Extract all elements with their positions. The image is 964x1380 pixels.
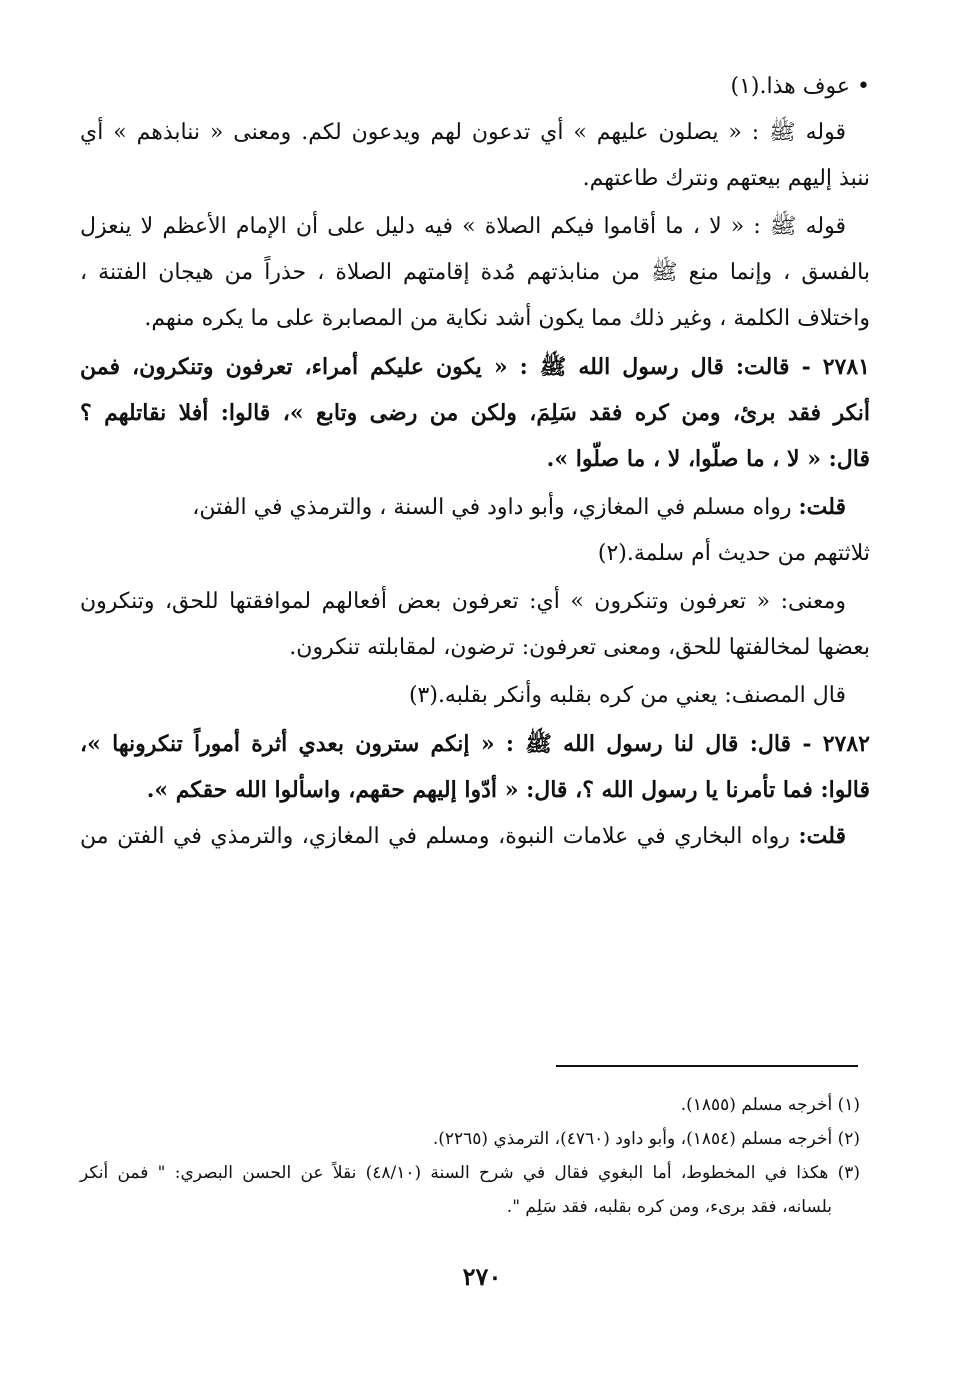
footnote-1: (١) أخرجه مسلم (١٨٥٥). xyxy=(680,1095,860,1115)
text-line: ننبذ إليهم بيعتهم ونترك طاعتهم. xyxy=(582,166,870,191)
hadith-line: ٢٧٨٢ - قال: قال لنا رسول الله ﷺ : « إنكم سترون بعدي أثرة أموراً تنكرونها »، xyxy=(80,731,870,757)
footnote-3-continued: بلسانه، فقد برىء، ومن كره بقلبه، فقد سَلِم ". xyxy=(506,1197,832,1217)
footnote-3: (٣) هكذا في المخطوط، أما البغوي فقال في شرح السنة (٤٨/١٠) نقلاً عن الحسن البصري: " فمن أنكر xyxy=(80,1163,860,1183)
text-line: قوله ﷺ : « لا ، ما أقاموا فيكم الصلاة » فيه دليل على أن الإمام الأعظم لا ينعزل xyxy=(80,214,846,239)
text-line: بعضها لمخالفتها للحق، ومعنى تعرفون: ترضون، لمقابلته تنكرون. xyxy=(289,635,870,660)
text-span: رواه مسلم في المغازي، وأبو داود في السنة ، والترمذي في الفتن، xyxy=(192,495,799,520)
hadith-line: أنكر فقد برئ، ومن كره فقد سَلِمَ، ولكن من رضى وتابع »، قالوا: أفلا نقاتلهم ؟ xyxy=(80,400,870,426)
qultu-label: قلت: xyxy=(798,823,846,849)
footnote-divider xyxy=(556,1065,858,1067)
page-number: ٢٧٠ xyxy=(462,1262,502,1291)
hadith-line: قالوا: فما تأمرنا يا رسول الله ؟، قال: « أدّوا إليهم حقهم، واسألوا الله حقكم ». xyxy=(146,777,870,803)
hadith-line: قال: « لا ، ما صلّوا، لا ، ما صلّوا ». xyxy=(546,446,870,472)
text-line: ثلاثتهم من حديث أم سلمة.(٢) xyxy=(597,541,870,566)
hadith-line: ٢٧٨١ - قالت: قال رسول الله ﷺ : « يكون عليكم أمراء، تعرفون وتنكرون، فمن xyxy=(80,354,870,380)
text-line xyxy=(80,819,870,854)
footnotes xyxy=(80,1086,860,1226)
text-line: واختلاف الكلمة ، وغير ذلك مما يكون أشد نكاية من المصابرة على ما يكره منهم. xyxy=(144,306,870,331)
text-line: ومعنى: « تعرفون وتنكرون » أي: تعرفون بعض أفعالهم لموافقتها للحق، وتنكرون xyxy=(80,589,846,614)
qultu-label: قلت: xyxy=(798,494,846,520)
footnote-2: (٢) أخرجه مسلم (١٨٥٤)، وأبو داود (٤٧٦٠)، الترمذي (٢٢٦٥). xyxy=(432,1129,860,1149)
main-text xyxy=(80,70,870,854)
text-line: بالفسق ، وإنما منع ﷺ من منابذتهم مُدة إقامتهم الصلاة ، حذراً من هيجان الفتنة ، xyxy=(80,260,870,285)
text-line xyxy=(80,490,870,525)
text-line: قوله ﷺ : « يصلون عليهم » أي تدعون لهم ويدعون لكم. ومعنى « ننابذهم » أي xyxy=(80,120,846,145)
text-span: رواه البخاري في علامات النبوة، ومسلم في المغازي، والترمذي في الفتن من xyxy=(80,824,799,849)
text-line: قال المصنف: يعني من كره بقلبه وأنكر بقلبه.(٣) xyxy=(408,683,846,708)
text-line: • عوف هذا.(١) xyxy=(730,74,870,99)
